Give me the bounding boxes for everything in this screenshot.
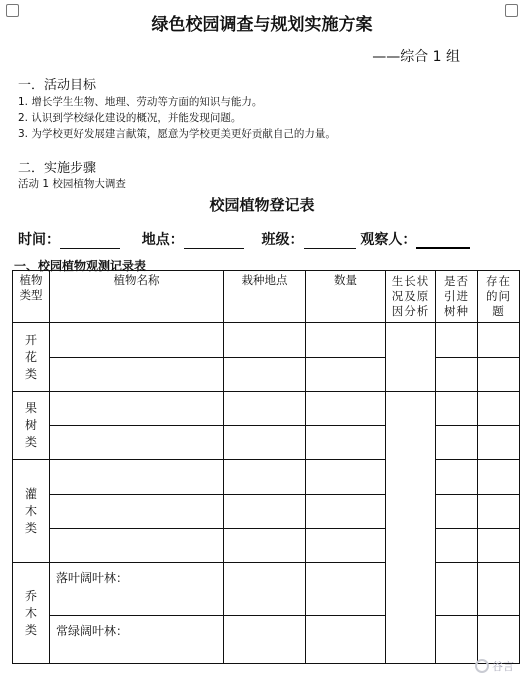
- time-label: 时间：: [18, 232, 60, 248]
- watermark-text: 谷言: [492, 660, 514, 673]
- cell[interactable]: [50, 460, 224, 494]
- goal-item: 1. 增长学生生物、地理、劳动等方面的知识与能力。: [18, 96, 263, 108]
- cell[interactable]: [306, 494, 386, 528]
- goal-item: 2. 认识到学校绿化建设的概况，并能发现问题。: [18, 112, 242, 124]
- cell[interactable]: [386, 323, 436, 392]
- header-location: 栽种地点: [224, 271, 306, 323]
- category-flowering: 开 花 类: [13, 323, 50, 392]
- cell[interactable]: [224, 528, 306, 562]
- cell[interactable]: [478, 426, 520, 460]
- cell[interactable]: [436, 323, 478, 357]
- section-goals-heading: 一．活动目标: [18, 78, 97, 93]
- cell[interactable]: [224, 494, 306, 528]
- cell[interactable]: [386, 391, 436, 663]
- header-type: 植物 类型: [13, 271, 50, 323]
- cell[interactable]: [50, 391, 224, 425]
- form-title: 校园植物登记表: [209, 196, 315, 214]
- table-header-row: [13, 271, 520, 323]
- header-name: 植物名称: [50, 271, 224, 323]
- cell[interactable]: [436, 391, 478, 425]
- table-row: [13, 391, 520, 425]
- table-row: [13, 615, 520, 663]
- table-row: [13, 460, 520, 494]
- observer-label: 观察人：: [360, 232, 417, 248]
- group-name: ——综合 1 组: [372, 49, 460, 65]
- cell[interactable]: [478, 615, 520, 663]
- cell[interactable]: [50, 528, 224, 562]
- cell[interactable]: [306, 460, 386, 494]
- corner-mark-icon: [505, 4, 518, 17]
- deciduous-subrow-label[interactable]: 落叶阔叶林：: [50, 563, 224, 615]
- grade-label: 班级：: [261, 232, 304, 248]
- cell[interactable]: [306, 615, 386, 663]
- header-introduced: 是否 引进 树种: [436, 271, 478, 323]
- watermark-logo-icon: [475, 659, 489, 673]
- place-label: 地点：: [141, 232, 184, 248]
- cell[interactable]: [306, 357, 386, 391]
- header-problems: 存在 的问 题: [478, 271, 520, 323]
- cell[interactable]: [478, 528, 520, 562]
- cell[interactable]: [478, 391, 520, 425]
- corner-mark-icon: [6, 4, 19, 17]
- table-label: 一、校园植物观测记录表: [14, 259, 147, 273]
- goal-item: 3. 为学校更好发展建言献策，愿意为学校更美更好贡献自己的力量。: [18, 128, 336, 140]
- cell[interactable]: [224, 391, 306, 425]
- time-field[interactable]: [60, 234, 120, 249]
- category-fruit-tree: 果 树 类: [13, 391, 50, 460]
- header-quantity: 数量: [306, 271, 386, 323]
- cell[interactable]: [478, 563, 520, 615]
- table-row: [13, 494, 520, 528]
- table-row: [13, 357, 520, 391]
- cell[interactable]: [224, 426, 306, 460]
- cell[interactable]: [50, 357, 224, 391]
- table-row: [13, 426, 520, 460]
- cell[interactable]: [224, 357, 306, 391]
- evergreen-subrow-label[interactable]: 常绿阔叶林：: [50, 615, 224, 663]
- cell[interactable]: [436, 460, 478, 494]
- cell[interactable]: [436, 563, 478, 615]
- cell[interactable]: [50, 494, 224, 528]
- cell[interactable]: [436, 528, 478, 562]
- cell[interactable]: [306, 563, 386, 615]
- cell[interactable]: [436, 615, 478, 663]
- cell[interactable]: [306, 426, 386, 460]
- activity-line: 活动 1 校园植物大调查: [18, 178, 126, 190]
- cell[interactable]: [478, 494, 520, 528]
- table-row: [13, 563, 520, 615]
- info-line: [18, 229, 470, 249]
- observation-table: [12, 270, 520, 664]
- cell[interactable]: [478, 460, 520, 494]
- table-row: [13, 528, 520, 562]
- cell[interactable]: [224, 563, 306, 615]
- cell[interactable]: [224, 323, 306, 357]
- table-row: [13, 323, 520, 357]
- cell[interactable]: [50, 426, 224, 460]
- category-shrub: 灌 木 类: [13, 460, 50, 563]
- cell[interactable]: [478, 323, 520, 357]
- observer-field[interactable]: [416, 233, 470, 249]
- cell[interactable]: [224, 460, 306, 494]
- header-growth: 生长状 况及原 因分析: [386, 271, 436, 323]
- grade-field[interactable]: [304, 234, 356, 249]
- cell[interactable]: [436, 426, 478, 460]
- cell[interactable]: [306, 391, 386, 425]
- cell[interactable]: [50, 323, 224, 357]
- cell[interactable]: [436, 494, 478, 528]
- cell[interactable]: [306, 528, 386, 562]
- category-arbor: 乔 木 类: [13, 563, 50, 664]
- cell[interactable]: [436, 357, 478, 391]
- cell[interactable]: [224, 615, 306, 663]
- section-steps-heading: 二．实施步骤: [18, 161, 97, 176]
- document-title: 绿色校园调查与规划实施方案: [151, 15, 373, 35]
- cell[interactable]: [478, 357, 520, 391]
- cell[interactable]: [306, 323, 386, 357]
- place-field[interactable]: [184, 234, 244, 249]
- watermark: [475, 658, 514, 674]
